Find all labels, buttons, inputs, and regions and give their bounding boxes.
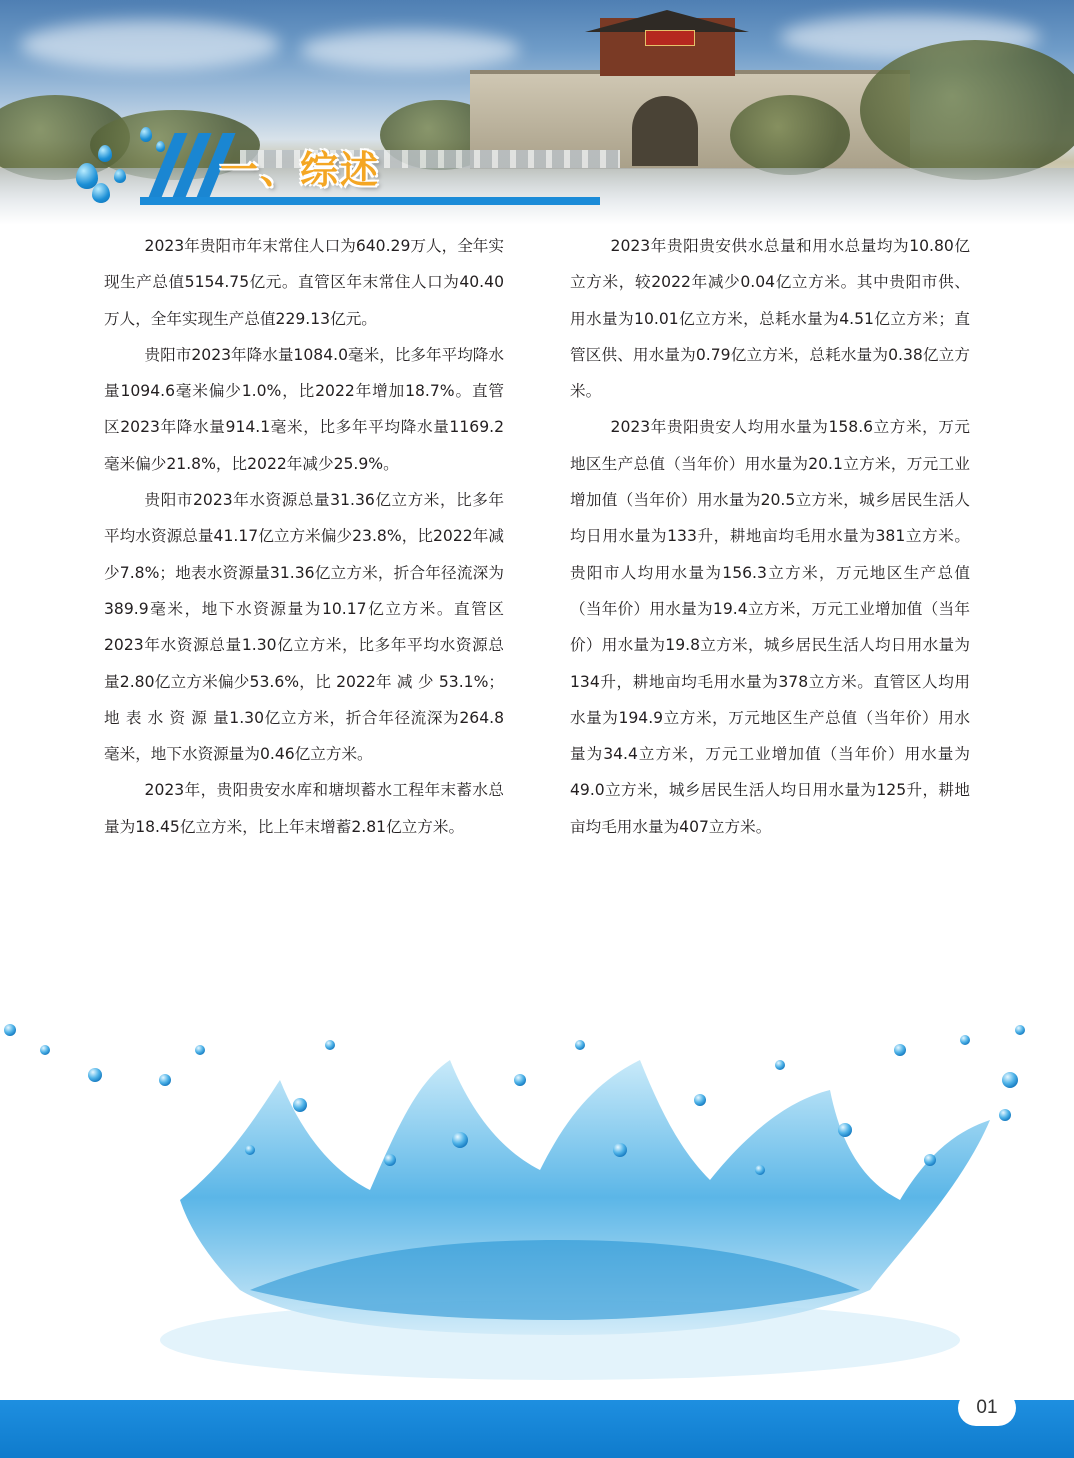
page-number: 01	[958, 1390, 1016, 1426]
paragraph: 贵阳市2023年水资源总量31.36亿立方米，比多年平均水资源总量41.17亿立方米偏少23.8%，比2022年减少7.8%；地表水资源量31.36亿立方米，折合年径流深为389.9毫米，地下水资源量为10.17亿立方米。直管区2023年水资源总量1.30亿立方米，比多年平均水资源总量2.80亿立方米偏少53.6%，比 2022年 减 少 53.1%；地 表 水 资 源 量1.30亿立方米，折合年径流深为264.8毫米，地下水资源量为0.46亿立方米。	[104, 491, 504, 764]
paragraph: 2023年贵阳贵安供水总量和用水总量均为10.80亿立方米，较2022年减少0.04亿立方米。其中贵阳市供、用水量为10.01亿立方米，总耗水量为4.51亿立方米；直管区供、用水量为0.79亿立方米，总耗水量为0.38亿立方米。	[570, 237, 970, 401]
heading-underline	[140, 197, 600, 205]
footer-bar	[0, 1400, 1074, 1458]
left-text-column	[104, 228, 504, 845]
section-title: 一、综述	[220, 148, 381, 192]
section-heading	[70, 125, 540, 215]
water-splash-photo	[0, 990, 1074, 1400]
paragraph: 2023年贵阳市年末常住人口为640.29万人，全年实现生产总值5154.75亿元。直管区年末常住人口为40.40万人，全年实现生产总值229.13亿元。	[104, 237, 504, 328]
paragraph: 2023年，贵阳贵安水库和塘坝蓄水工程年末蓄水总量为18.45亿立方米，比上年末增蓄2.81亿立方米。	[104, 781, 504, 836]
right-text-column	[570, 228, 970, 845]
paragraph: 2023年贵阳贵安人均用水量为158.6立方米，万元地区生产总值（当年价）用水量为20.1立方米，万元工业增加值（当年价）用水量为20.5立方米，城乡居民生活人均日用水量为133升，耕地亩均毛用水量为381立方米。贵阳市人均用水量为156.3立方米，万元地区生产总值（当年价）用水量为19.4立方米，万元工业增加值（当年价）用水量为19.8立方米，城乡居民生活人均日用水量为134升，耕地亩均毛用水量为378立方米。直管区人均用水量为194.9立方米，万元地区生产总值（当年价）用水量为34.4立方米，万元工业增加值（当年价）用水量为49.0立方米，城乡居民生活人均日用水量为125升，耕地亩均毛用水量为407立方米。	[570, 418, 970, 836]
paragraph: 贵阳市2023年降水量1084.0毫米，比多年平均降水量1094.6毫米偏少1.0%，比2022年增加18.7%。直管区2023年降水量914.1毫米，比多年平均降水量1169.2毫米偏少21.8%，比2022年减少25.9%。	[104, 345, 504, 473]
